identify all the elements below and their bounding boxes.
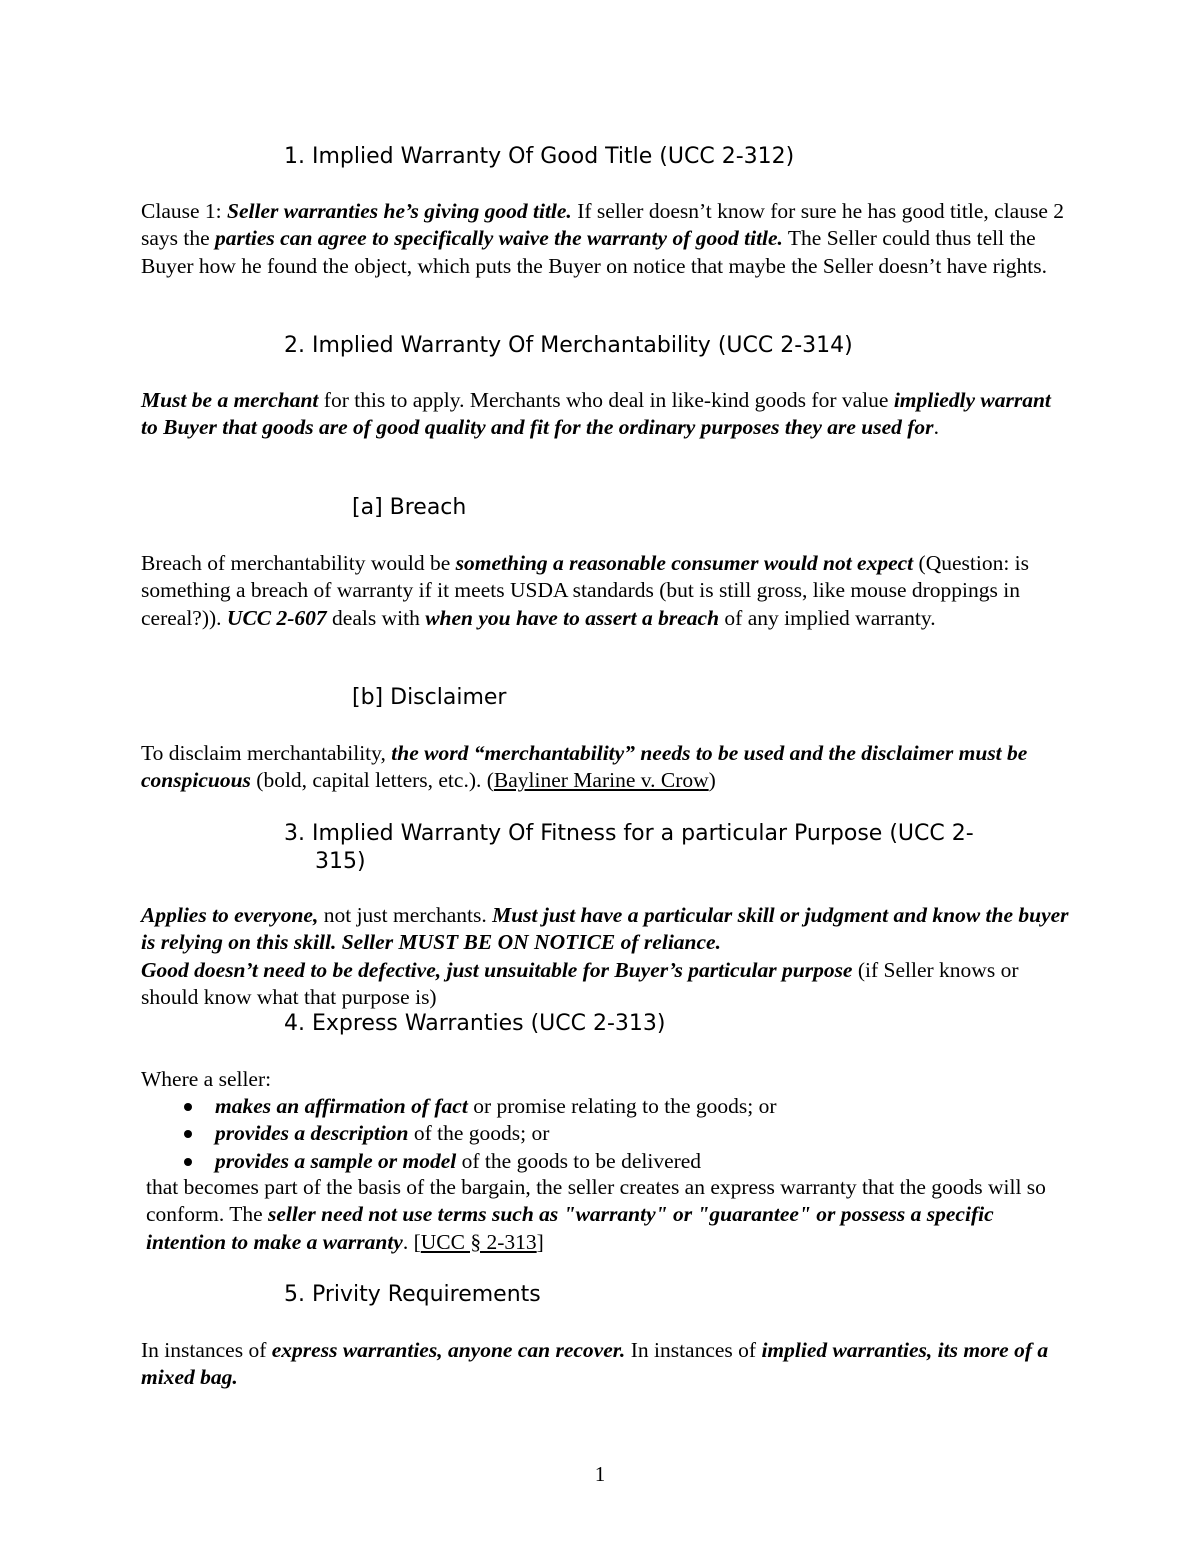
text-run: (Question: is something a breach of warranty if it meets USDA standards (but is still gross, like mouse droppings in cereal?)). <box>141 551 1030 630</box>
express-warranty-list <box>160 1093 777 1175</box>
text-run: The Seller could thus tell the Buyer how he found the object, which puts the Buyer on notice that maybe the Seller doesn’t have rights. <box>141 226 1047 278</box>
emphasis-run: provides a sample or model <box>215 1148 457 1173</box>
text-run: ) <box>708 768 716 793</box>
page-number: 1 <box>594 1462 606 1486</box>
paragraph-merchantability <box>141 387 1071 442</box>
heading-implied-warranty-good-title: 1. Implied Warranty Of Good Title (UCC 2-312) <box>284 144 795 169</box>
text-run: deals with <box>326 605 426 630</box>
statute-citation-link[interactable]: UCC § 2-313 <box>420 1229 537 1254</box>
text-run: (bold, capital letters, etc.). ( <box>250 768 494 793</box>
text-run: of the goods; or <box>408 1121 550 1146</box>
emphasis-run: the word “merchantability” needs to be used and the disclaimer must be conspicuous <box>141 741 1028 793</box>
text-run: . [ <box>402 1229 421 1254</box>
text-run: In instances of <box>141 1338 272 1362</box>
text-run: of the goods to be delivered <box>456 1148 702 1173</box>
case-citation-link[interactable]: Bayliner Marine v. Crow <box>493 768 709 793</box>
list-item <box>160 1093 777 1120</box>
text-run: not just merchants. <box>318 903 493 927</box>
emphasis-run: Good doesn’t need to be defective, just unsuitable for Buyer’s particular purpose <box>141 957 853 982</box>
text-run: or promise relating to the goods; or <box>467 1094 777 1118</box>
emphasis-run: Seller warranties he’s giving good title. <box>227 199 572 223</box>
text-run: ] <box>536 1229 544 1254</box>
text-run: that becomes part of the basis of the bargain, the seller creates an express warranty that the goods will so conform. The <box>146 1175 1046 1227</box>
heading-privity-requirements: 5. Privity Requirements <box>284 1282 541 1307</box>
heading-implied-warranty-fitness-cont: 315) <box>315 849 366 874</box>
subheading-disclaimer: [b] Disclaimer <box>352 685 507 710</box>
emphasis-run: provides a description <box>215 1121 409 1146</box>
emphasis-run: parties can agree to specifically waive the warranty of good title. <box>215 226 783 251</box>
subheading-breach: [a] Breach <box>352 495 467 520</box>
heading-implied-warranty-fitness: 3. Implied Warranty Of Fitness for a particular Purpose (UCC 2- <box>284 821 974 846</box>
bullet-icon <box>184 1103 192 1111</box>
text-run: If seller doesn’t know for sure he has good title, clause 2 says the <box>141 199 1064 251</box>
emphasis-run: something a reasonable consumer would not expect <box>455 551 914 575</box>
bullet-icon <box>184 1130 192 1138</box>
emphasis-run: UCC 2-607 <box>226 605 327 630</box>
paragraph-disclaimer <box>141 740 1071 795</box>
bullet-icon <box>184 1158 192 1166</box>
emphasis-run: Must be a merchant <box>141 388 319 412</box>
emphasis-run: Applies to everyone, <box>141 903 319 927</box>
text-run: . <box>933 415 939 440</box>
text-run: of any implied warranty. <box>719 605 936 630</box>
paragraph-privity <box>141 1337 1071 1392</box>
heading-implied-warranty-merchantability: 2. Implied Warranty Of Merchantability (UCC 2-314) <box>284 333 853 358</box>
heading-express-warranties: 4. Express Warranties (UCC 2-313) <box>284 1011 666 1036</box>
paragraph-good-title <box>141 198 1071 280</box>
paragraph-fitness <box>141 902 1071 1011</box>
paragraph-express-conclusion <box>146 1174 1071 1256</box>
text-run: In instances of <box>625 1338 762 1362</box>
text-run: To disclaim merchantability, <box>141 741 392 765</box>
emphasis-run: implied warranties, its more of a mixed bag. <box>141 1338 1049 1390</box>
emphasis-run: Must just have a particular skill or judgment and know the buyer is relying on this skill. Seller MUST BE ON NOTICE of reliance. <box>141 903 1069 955</box>
paragraph-breach <box>141 550 1071 632</box>
emphasis-run: impliedly warrant to Buyer that goods are of good quality and fit for the ordinary purposes they are used for <box>141 388 1051 440</box>
emphasis-run: express warranties, anyone can recover. <box>271 1338 626 1362</box>
list-item <box>160 1148 777 1175</box>
emphasis-run: makes an affirmation of fact <box>215 1094 468 1118</box>
paragraph-express-intro: Where a seller: <box>141 1067 272 1091</box>
emphasis-run: seller need not use terms such as "warranty" or "guarantee" or possess a specific intention to make a warranty <box>146 1202 994 1254</box>
list-item <box>160 1120 777 1147</box>
text-run: for this to apply. Merchants who deal in like-kind goods for value <box>318 388 894 412</box>
text-run: Breach of merchantability would be <box>141 551 456 575</box>
text-run: (if Seller knows or should know what that purpose is) <box>141 957 1019 1009</box>
text-run: Clause 1: <box>141 199 227 223</box>
emphasis-run: when you have to assert a breach <box>425 605 720 630</box>
